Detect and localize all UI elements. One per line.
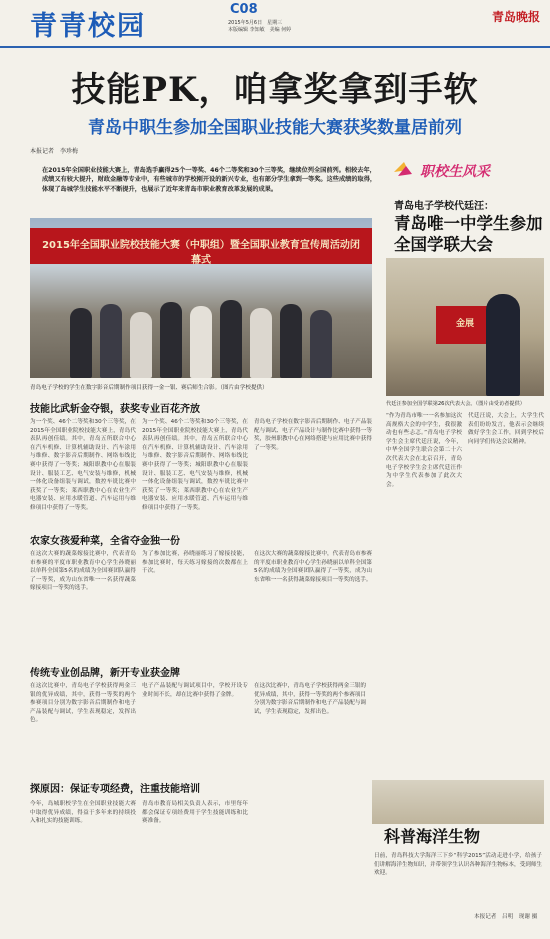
section-heading-2: 农家女孩爱种菜，全省夺金独一份 — [30, 536, 180, 547]
section-4-col-2: 青岛市教育局相关负责人表示，市里每年都会保证专项经费用于学生技能训练和比赛准备。 — [142, 801, 248, 825]
photo-caption: 青岛电子学校的学生在数字影音后期制作项目获得一金一银、赛后师生合影。（图片由学校提供） — [30, 385, 268, 391]
person — [310, 310, 332, 378]
byline: 本报记者 李珍梅 — [30, 148, 79, 155]
subheadline: 青岛中职生参加全国职业技能大赛获奖数量居前列 — [88, 118, 462, 138]
headline: 技能PK，咱拿奖拿到手软 — [71, 70, 479, 110]
science-text: 日前，青岛科技大学海洋三下乡“科学2015”活动走进小学，给孩子们讲解海洋生物知识，并带领学生认识各种海洋生物标本，受到师生欢迎。 — [374, 853, 542, 877]
newspaper-logo: 青岛晚报 — [492, 10, 541, 24]
section-2-col-2: 为了参加比赛，孙晓丽练习了嫁接技能，参加比赛时，每天练习嫁接的次数都在上千次。 — [142, 551, 248, 575]
person — [70, 308, 92, 378]
masthead-date: 2015年5月6日 星期三 — [228, 20, 283, 26]
person — [190, 306, 212, 378]
sign-text: 金展 — [455, 319, 474, 329]
section-heading-4: 探原因：保证专项经费，注重技能培训 — [30, 784, 200, 795]
person — [100, 304, 122, 378]
science-photo — [372, 780, 544, 824]
section-3-col-1: 在这次比赛中，青岛电子学校获得两金三银的优异成绩，其中，获得一等奖的两个参赛项目分别为数字影音后期制作和电子产品装配与调试，学生表现稳定，发挥出色。 — [30, 683, 136, 724]
section-2-col-3: 在这次大赛的蔬菜嫁接比赛中，代表青岛市参赛的平度市职业教育中心学生孙晓丽以单科全国第5名的成绩为全国赛团队赢得了一等奖，成为山东省唯一一名获得蔬菜嫁接项目一等奖的选手。 — [254, 551, 372, 583]
section-3-4-col-3: 在这次比赛中，青岛电子学校获得两金三银的优异成绩，其中，获得一等奖的两个参赛项目分别为数字影音后期制作和电子产品装配与调试，学生表现稳定，发挥出色。 — [254, 683, 366, 715]
person — [220, 300, 242, 378]
sidebar-photo-caption: 代廷汪参加全国学联第26次代表大会。（图片由受访者提供） — [386, 401, 525, 407]
person — [250, 308, 272, 378]
section-4-col-1: 今年，岛城职校学生在全国职业技能大赛中取得优异成绩，得益于多年来的持续投入和扎实的技能训练。 — [30, 801, 136, 825]
science-author: 本报记者 吕明 现谢 摄 — [474, 914, 538, 920]
sidebar-col-2: 代廷汪说，大会上，大学生代表们纷纷发言，他表示会继续做好学生会工作，回到学校后向同学们传达会议精神。 — [468, 413, 544, 445]
section-heading-1: 技能比武斩金夺银，获奖专业百花齐放 — [30, 404, 200, 415]
section-1-col-3: 青岛电子学校在数字影音后期制作、电子产品装配与调试、电子产品设计与制作比赛中获得一等奖，胶州职教中心在网络搭建与应用比赛中获得了一等奖。 — [254, 419, 372, 451]
person — [160, 302, 182, 378]
student-figure — [486, 294, 520, 396]
section-3-col-2: 电子产品装配与调试项目中，学校开设专业时间不长，却在比赛中获得了金牌。 — [142, 683, 248, 698]
section-1-col-1: 为一个奖、46个二等奖和30个三等奖，在2015年全国职业院校技能大赛上，青岛代表队再创佳绩。其中，青岛五所联合中心在汽车机修、计算机辅助设计、汽车涂用与维修、数字影音后期制作、网络布线比赛中获得了一等奖；城阳职教中心在服装设计、服装工艺、电气安装与维修，机械一体化设备组装与调试，数控车铣比赛中获奖了一等奖；莱西职教中心在农业生产电器安装、应用水暖管道、汽车运用与维修项目中获得了一等奖。 — [30, 419, 136, 511]
science-heading: 科普海洋生物 — [384, 827, 481, 846]
section-1-col-2: 为一个奖、46个二等奖和30个三等奖，在2015年全国职业院校技能大赛上，青岛代表队再创佳绩。其中，青岛五所联合中心在汽车机修、计算机辅助设计、汽车涂用与维修、数字影音后期制作、网络布线比赛中获得了一等奖；城阳职教中心在服装设计、服装工艺、电气安装与维修，机械一体化设备组装与调试，数控车铣比赛中获奖了一等奖；莱西职教中心在农业生产电器安装、应用水暖管道、汽车运用与维修项目中获得了一等奖。 — [142, 419, 248, 511]
sidebar-col-1: “作为青岛市唯一一名参加这次高规格大会的中学生，我很激动也有些忐忑。”青岛电子学校学生会主席代廷汪说，今年，中华全国学生联合会第二十六次代表大会在北京召开，青岛电子学校学生会主席代廷汪作为中学生代表参加了此次大会。 — [386, 413, 462, 488]
person — [130, 312, 152, 378]
section-2-col-1: 在这次大赛的蔬菜嫁接比赛中，代表青岛市参赛的平度市职业教育中心学生孙晓丽以单科全国第5名的成绩为全国赛团队赢得了一等奖，成为山东省唯一一名获得蔬菜嫁接项目一等奖的选手。 — [30, 551, 136, 592]
sidebar-headline: 青岛唯一中学生参加全国学联大会 — [394, 214, 543, 254]
section-title: 青青校园 — [30, 11, 146, 42]
section-heading-3: 传统专业创品牌，新开专业获金牌 — [30, 668, 180, 679]
sidebar-badge: 职校生风采 — [420, 164, 490, 180]
sidebar-kicker: 青岛电子学校代廷汪： — [394, 201, 494, 212]
lead-paragraph: 在2015年全国职业技能大赛上，青岛选手赢得25个一等奖、46个二等奖和30个三等奖，继续位列全国前列。相较去年，成绩又有较大提升，财政金融等专业中，有些城市的学校刚开设的新兴专业，也有部分学生拿到一等奖。这些成绩的取得，体现了岛城学生技能水平不断提升，也展示了近年来青岛市职业教育改革发展的成果。 — [42, 167, 377, 193]
page-number: C08 — [230, 2, 258, 17]
banner-text: 2015年全国职业院校技能大赛（中职组）暨全国职业教育宣传周活动闭幕式 — [42, 240, 360, 266]
masthead-meta — [228, 20, 368, 34]
masthead-editor: 本版编辑 李知敏 美编 何婷 — [228, 27, 292, 33]
student-photo — [386, 258, 544, 396]
group-photo — [30, 218, 372, 378]
person — [280, 304, 302, 378]
